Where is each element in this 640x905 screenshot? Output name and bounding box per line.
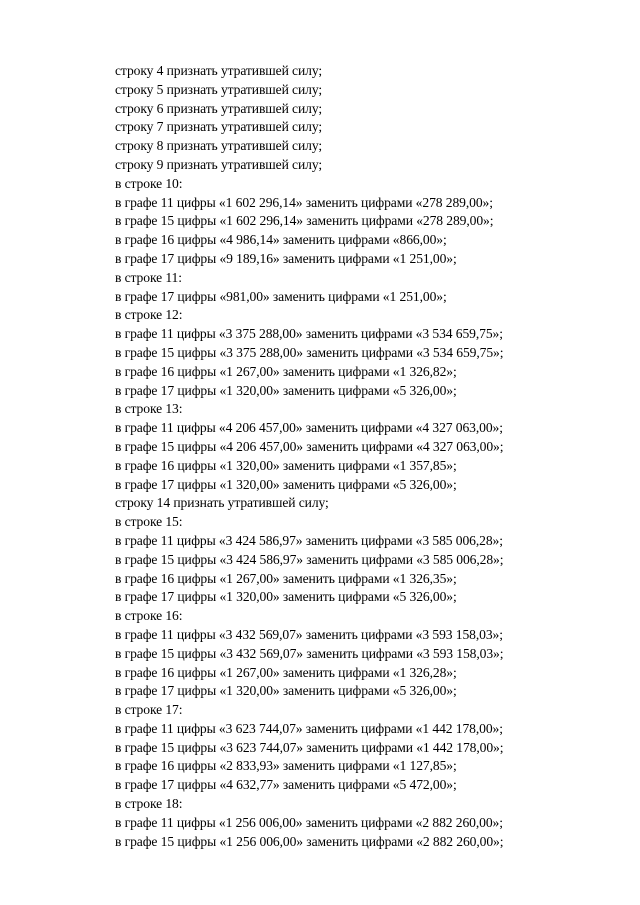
section-heading: в строке 16: <box>115 608 183 624</box>
text-line: в графе 11 цифры «1 256 006,00» заменить цифрами «2 882 260,00»; <box>115 814 503 830</box>
text-line: в графе 15 цифры «3 375 288,00» заменить цифрами «3 534 659,75»; <box>115 344 504 360</box>
section-heading: в строке 10: <box>115 175 183 191</box>
text-line: в графе 11 цифры «3 424 586,97» заменить цифрами «3 585 006,28»; <box>115 532 503 548</box>
text-line: строку 5 признать утратившей силу; <box>115 81 323 97</box>
text-line: строку 8 признать утратившей силу; <box>115 138 323 154</box>
text-line: в графе 11 цифры «4 206 457,00» заменить цифрами «4 327 063,00»; <box>115 420 503 436</box>
text-line: в графе 16 цифры «1 267,00» заменить цифрами «1 326,35»; <box>115 570 457 586</box>
text-line: в графе 16 цифры «1 267,00» заменить цифрами «1 326,28»; <box>115 664 457 680</box>
text-line: в графе 16 цифры «4 986,14» заменить цифрами «866,00»; <box>115 232 447 248</box>
section-heading: в строке 13: <box>115 401 183 417</box>
text-line: в графе 16 цифры «1 267,00» заменить цифрами «1 326,82»; <box>115 363 457 379</box>
text-line: в графе 17 цифры «1 320,00» заменить цифрами «5 326,00»; <box>115 476 457 492</box>
text-line: в графе 17 цифры «981,00» заменить цифрами «1 251,00»; <box>115 288 447 304</box>
text-line: в графе 17 цифры «9 189,16» заменить цифрами «1 251,00»; <box>115 250 457 266</box>
text-line: строку 14 признать утратившей силу; <box>115 495 329 511</box>
text-line: в графе 15 цифры «1 256 006,00» заменить цифрами «2 882 260,00»; <box>115 833 504 849</box>
text-line: в графе 16 цифры «2 833,93» заменить цифрами «1 127,85»; <box>115 758 457 774</box>
document-text <box>115 62 585 851</box>
section-heading: в строке 12: <box>115 307 183 323</box>
section-heading: в строке 17: <box>115 702 183 718</box>
text-line: строку 7 признать утратившей силу; <box>115 119 323 135</box>
text-line: в графе 15 цифры «1 602 296,14» заменить цифрами «278 289,00»; <box>115 213 494 229</box>
text-line: строку 6 признать утратившей силу; <box>115 100 323 116</box>
section-heading: в строке 15: <box>115 514 183 530</box>
text-line: в графе 16 цифры «1 320,00» заменить цифрами «1 357,85»; <box>115 457 457 473</box>
text-line: в графе 11 цифры «3 432 569,07» заменить цифрами «3 593 158,03»; <box>115 626 503 642</box>
text-line: в графе 15 цифры «4 206 457,00» заменить цифрами «4 327 063,00»; <box>115 438 504 454</box>
text-line: в графе 17 цифры «1 320,00» заменить цифрами «5 326,00»; <box>115 589 457 605</box>
text-line: строку 4 признать утратившей силу; <box>115 63 323 78</box>
text-line: в графе 17 цифры «1 320,00» заменить цифрами «5 326,00»; <box>115 382 457 398</box>
text-line: в графе 17 цифры «1 320,00» заменить цифрами «5 326,00»; <box>115 683 457 699</box>
text-line: в графе 11 цифры «3 375 288,00» заменить цифрами «3 534 659,75»; <box>115 326 503 342</box>
text-line: в графе 11 цифры «3 623 744,07» заменить цифрами «1 442 178,00»; <box>115 720 503 736</box>
text-line: в графе 15 цифры «3 424 586,97» заменить цифрами «3 585 006,28»; <box>115 551 504 567</box>
section-heading: в строке 18: <box>115 796 183 812</box>
text-line: в графе 11 цифры «1 602 296,14» заменить цифрами «278 289,00»; <box>115 194 493 210</box>
text-line: в графе 15 цифры «3 623 744,07» заменить цифрами «1 442 178,00»; <box>115 739 504 755</box>
text-line: в графе 15 цифры «3 432 569,07» заменить цифрами «3 593 158,03»; <box>115 645 504 661</box>
text-line: строку 9 признать утратившей силу; <box>115 156 323 172</box>
section-heading: в строке 11: <box>115 269 182 285</box>
text-line: в графе 17 цифры «4 632,77» заменить цифрами «5 472,00»; <box>115 777 457 793</box>
